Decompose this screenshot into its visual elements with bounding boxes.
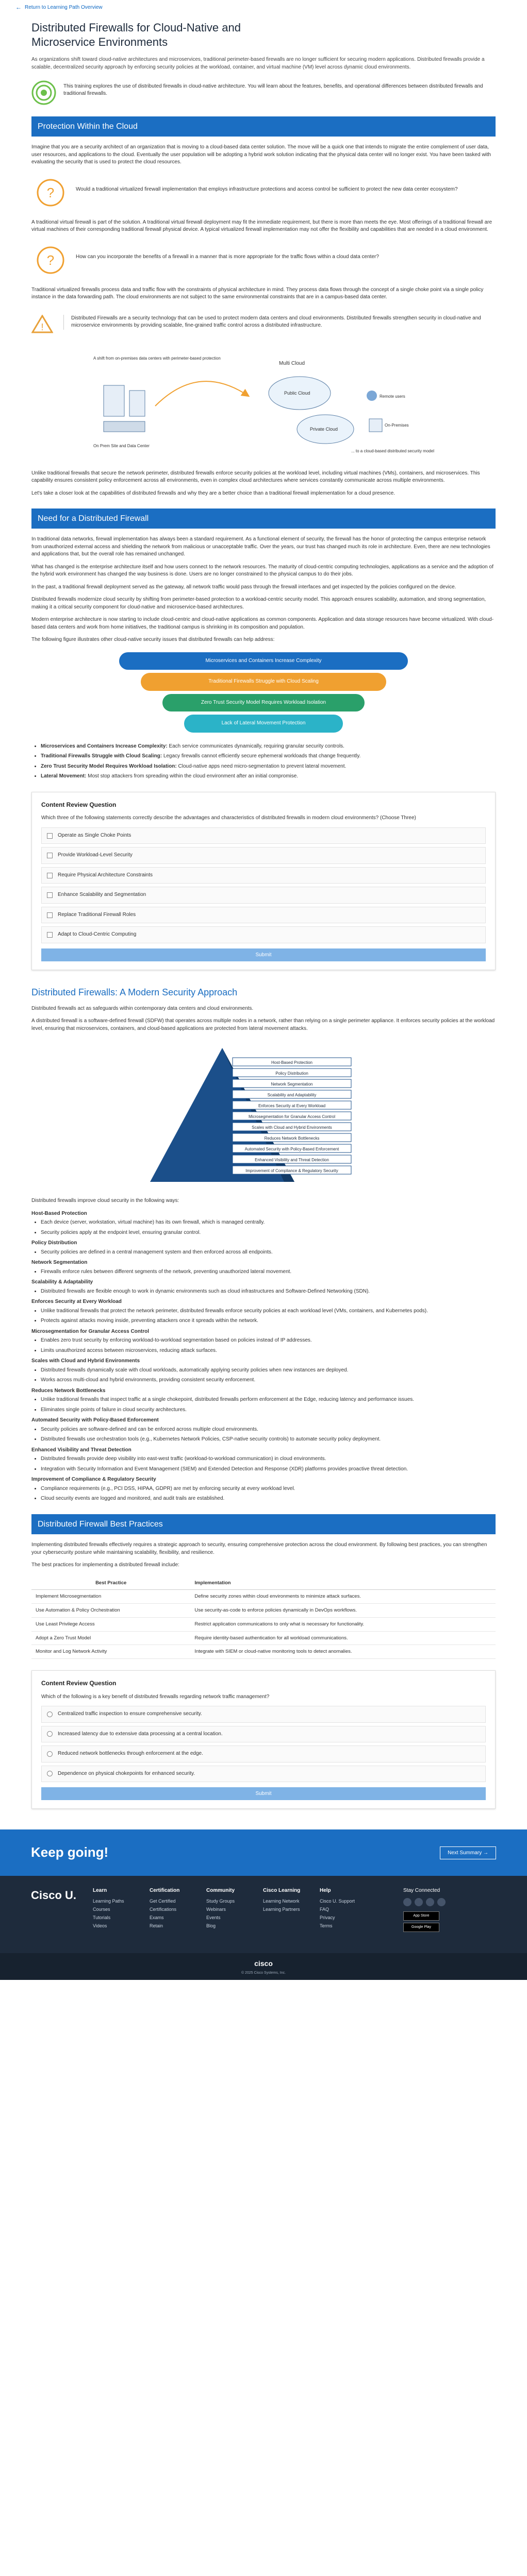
cloud-migration-diagram xyxy=(83,344,444,463)
footer-link[interactable]: Learning Partners xyxy=(263,1906,300,1912)
intro-paragraph: As organizations shift toward cloud-native architectures and microservices, traditional perimeter-based firewalls are no longer sufficient for securing modern applications. Distributed firewalls provide a scalable, decentralized security approach by enforcing security policies at the workload, container, and virtual machine (VM) level across dynamic cloud environments. xyxy=(31,57,485,70)
content xyxy=(31,21,496,1809)
best-practices-table xyxy=(31,1577,496,1659)
s3-p3: Distributed firewalls improve cloud security in the following ways: xyxy=(31,1198,179,1204)
capability-list xyxy=(41,1268,496,1276)
list-item: • Enables zero trust security by enforcing workload-to-workload segmentation based on policies instead of IP addresses. xyxy=(41,1337,496,1345)
list-item: • Firewalls enforce rules between different segments of the network, preventing unauthorized lateral movement. xyxy=(41,1268,496,1276)
linkedin-icon[interactable] xyxy=(426,1898,434,1906)
capability-heading: Reduces Network Bottlenecks xyxy=(31,1387,106,1394)
s1-p2: A traditional virtual firewall is part of the solution. A traditional virtual firewall deployment may fit the immediate requirement, but there is more than meets the eye. Most offerings of a traditional firewall are virtual machines of their corresponding traditional firewall physical device. A typical virtualized firewall implementation may not offer the flexibility and capabilities that are needed in a cloud environment. xyxy=(31,219,492,233)
keep-going-text: Keep going! xyxy=(31,1844,109,1860)
capability-heading: Enforces Security at Every Workload xyxy=(31,1299,122,1305)
stack-item: Lack of Lateral Movement Protection xyxy=(184,715,343,733)
checkbox-option[interactable]: Enhance Scalability and Segmentation xyxy=(41,887,486,904)
checkbox-option[interactable]: Provide Workload-Level Security xyxy=(41,847,486,864)
diagram-on-prem: On-Premises xyxy=(385,422,409,428)
footer-link[interactable]: Retain xyxy=(150,1923,163,1928)
table-cell: Use security-as-code to enforce policies dynamically in DevOps workflows. xyxy=(190,1604,496,1618)
capability-list xyxy=(41,1485,496,1503)
question-row-1 xyxy=(37,179,496,207)
capability-list xyxy=(41,1308,496,1325)
checkbox-option[interactable]: Adapt to Cloud-Centric Computing xyxy=(41,926,486,943)
table-cell: Define security zones within cloud environments to minimize attack surfaces. xyxy=(190,1590,496,1604)
capability-heading: Automated Security with Policy-Based Enforcement xyxy=(31,1417,159,1423)
s1-p1: Imagine that you are a security architect of an organization that is moving to a cloud-based data center solution. The move will be a quick one that intends to migrate the entire complement of user data, user resources, and applications to the cloud. Eventually the user population will be adopting a hybrid work solution indicating that the physical data center will no longer exist. You have been tasked with evaluating the security that is used to protect the cloud resources. xyxy=(31,144,491,165)
capability-heading: Microsegmentation for Granular Access Control xyxy=(31,1328,150,1334)
radio-icon[interactable] xyxy=(47,1711,53,1717)
list-item: • Each device (server, workstation, virtual machine) has its own firewall, which is managed centrally. xyxy=(41,1219,496,1227)
capability-heading: Scalability & Adaptability xyxy=(31,1279,93,1285)
footer-social xyxy=(403,1887,496,1942)
list-item: • Limits unauthorized access between microservices, reducing attack surfaces. xyxy=(41,1347,496,1355)
review-question-2 xyxy=(31,1670,496,1809)
footer-column xyxy=(206,1887,263,1942)
next-summary-button[interactable]: Next Summary → xyxy=(440,1846,496,1859)
footer-column-title: Learn xyxy=(93,1888,107,1894)
footer-column xyxy=(263,1887,320,1942)
capability-heading: Improvement of Compliance & Regulatory Security xyxy=(31,1477,156,1483)
warning-icon xyxy=(31,315,53,333)
table-cell: Monitor and Log Network Activity xyxy=(31,1645,190,1659)
table-row xyxy=(31,1604,496,1618)
footer-column xyxy=(150,1887,206,1942)
s2-p4: Distributed firewalls modernize cloud security by shifting from perimeter-based protection to a workload-centric security model. This approach ensures scalability, automation, and strong segmentation, making it a critical security component for cloud-native and microservice-based architectures. xyxy=(31,597,486,610)
footer-link[interactable]: Events xyxy=(206,1914,221,1920)
list-item: • Lateral Movement: Most stop attackers from spreading within the cloud environment after an initial compromise. xyxy=(41,773,496,781)
issues-stack xyxy=(119,652,408,733)
youtube-icon[interactable] xyxy=(437,1898,446,1906)
s2-p3: In the past, a traditional firewall deployment served as the gateway, all network traffic would pass through the firewall interfaces and get inspected by the policies configured on the device. xyxy=(31,584,456,590)
capability-heading: Host-Based Protection xyxy=(31,1210,87,1216)
list-item: • Distributed firewalls dynamically scale with cloud workloads, automatically applying security policies when new instances are deployed. xyxy=(41,1367,496,1375)
capability-list xyxy=(41,1396,496,1414)
stack-item: Microservices and Containers Increase Complexity xyxy=(119,652,408,670)
pyramid-label: Enhanced Visibility and Threat Detection xyxy=(255,1158,329,1163)
capability-heading: Scales with Cloud and Hybrid Environments xyxy=(31,1358,140,1364)
list-item: • Cloud security events are logged and monitored, and audit trails are established. xyxy=(41,1495,496,1503)
issues-list xyxy=(41,743,496,781)
keep-going-banner xyxy=(0,1829,527,1876)
footer-link[interactable]: Terms xyxy=(320,1923,333,1928)
table-cell: Implement Microsegmentation xyxy=(31,1590,190,1604)
checkbox-icon[interactable] xyxy=(47,873,53,878)
radio-icon[interactable] xyxy=(47,1771,53,1776)
radio-option[interactable]: Dependence on physical chokepoints for enhanced security. xyxy=(41,1766,486,1783)
capability-heading: Enhanced Visibility and Threat Detection xyxy=(31,1447,131,1453)
s1-p4: Unlike traditional firewalls that secure the network perimeter, distributed firewalls enforce security policies at the workload level, including virtual machines (VMs), containers, and microservices. This capability ensures consistent policy enforcement across all environments, even in complex cloud architectures where services constantly communicate across multiple environments. xyxy=(31,470,480,484)
radio-icon[interactable] xyxy=(47,1731,53,1737)
table-cell: Integrate with SIEM or cloud-native monitoring tools to detect anomalies. xyxy=(190,1645,496,1659)
callout-text: Distributed Firewalls are a security technology that can be used to protect modern data centers and cloud environments. Distributed firewalls strengthen security in cloud-native and microservice environments by providing scalable, fine-grained traffic control across a distributed infrastructure. xyxy=(63,315,496,330)
footer-column-title: Community xyxy=(206,1888,235,1894)
pyramid-label: Reduces Network Bottlenecks xyxy=(264,1136,320,1141)
pyramid-label: Automated Security with Policy-Based Enforcement xyxy=(244,1147,339,1152)
checkbox-icon[interactable] xyxy=(47,912,53,918)
list-item: • Distributed firewalls are flexible enough to work in dynamic environments such as cloud infrastructures and Software-Defined Networking (SDN). xyxy=(41,1288,496,1296)
capability-heading: Network Segmentation xyxy=(31,1260,88,1266)
footer-link[interactable]: FAQ xyxy=(320,1906,330,1912)
diagram-remote-users: Remote users xyxy=(380,394,405,399)
list-item: • Distributed firewalls provide deep visibility into east-west traffic (workload-to-workload communication) in cloud environments. xyxy=(41,1455,496,1463)
footer-link[interactable]: Blog xyxy=(206,1923,216,1928)
checkbox-icon[interactable] xyxy=(47,853,53,858)
section-modern-title: Distributed Firewalls: A Modern Security Approach xyxy=(31,987,238,997)
s2-p6: The following figure illustrates other cloud-native security issues that distributed firewalls can help address: xyxy=(31,637,275,643)
footer xyxy=(0,1876,527,1953)
capabilities-pyramid xyxy=(129,1043,398,1187)
back-link[interactable] xyxy=(0,0,527,15)
cisco-logo: cisco xyxy=(254,1959,273,1968)
table-header: Implementation xyxy=(190,1577,496,1590)
list-item: • Works across multi-cloud and hybrid environments, providing consistent security enforcement. xyxy=(41,1377,496,1384)
review-question: Which of the following is a key benefit of distributed firewalls regarding network traffic management? xyxy=(41,1693,270,1700)
footer-link[interactable]: Certifications xyxy=(150,1906,177,1912)
submit-button[interactable]: Submit xyxy=(41,948,486,961)
checkbox-option[interactable]: Require Physical Architecture Constraints xyxy=(41,867,486,884)
svg-text:!: ! xyxy=(41,321,44,332)
footer-link[interactable]: Tutorials xyxy=(93,1914,111,1920)
footer-link[interactable]: Get Certified xyxy=(150,1898,176,1904)
footer-columns xyxy=(93,1887,376,1942)
app-store-button[interactable]: App Store xyxy=(403,1911,439,1921)
info-box xyxy=(31,80,496,105)
diagram-public-cloud: Public Cloud xyxy=(284,390,310,396)
table-row xyxy=(31,1645,496,1659)
list-item: • Zero Trust Security Model Requires Workload Isolation: Cloud-native apps need micro-segmentation to prevent lateral movement. xyxy=(41,763,496,771)
s2-p2: What has changed is the enterprise architecture itself and how users connect to the network resources. The maturity of cloud-centric computing technologies, applications as a service and the adoption of the hybrid work environment has changed the way business is done. Users are no longer constrained to the physical campus to do their jobs. xyxy=(31,564,493,578)
page-title: Distributed Firewalls for Cloud-Native and Microservice Environments xyxy=(31,21,241,48)
list-item: • Microservices and Containers Increase Complexity: Each service communicates dynamically, requiring granular security controls. xyxy=(41,743,496,751)
question-1-text: Would a traditional virtualized firewall implementation that employs infrastructure protections and access control be sufficient to protect the new data center ecosystem? xyxy=(76,187,458,193)
checkbox-icon[interactable] xyxy=(47,892,53,898)
pyramid-label: Scales with Cloud and Hybrid Environments xyxy=(252,1125,332,1130)
table-row xyxy=(31,1590,496,1604)
pyramid-label: Enforces Security at Every Workload xyxy=(258,1104,326,1109)
pyramid-label: Policy Distribution xyxy=(275,1071,308,1076)
pyramid-label: Network Segmentation xyxy=(271,1082,313,1087)
callout xyxy=(31,315,496,335)
list-item: • Unlike traditional firewalls that protect the network perimeter, distributed firewalls enforce security policies at each workload level (VMs, containers, and Kubernetes pods). xyxy=(41,1308,496,1315)
footer-link[interactable]: Exams xyxy=(150,1914,164,1920)
s2-p5: Modern enterprise architecture is now starting to include cloud-centric and cloud-native applications as common components. Application and data storage resources have become virtualized. With cloud-based data centers and work from home initiatives, the traditional campus is shrinking in its composition and population. xyxy=(31,617,494,630)
back-link-label: Return to Learning Path Overview xyxy=(25,4,103,10)
pyramid-label: Microsegmentation for Granular Access Control xyxy=(248,1114,336,1120)
footer-logo: Cisco U. xyxy=(31,1889,77,1902)
s3-p2: A distributed firewall is a software-defined firewall (SDFW) that operates across multiple nodes in a network, rather than relying on a single perimeter appliance. It enforces security policies at the workload level, ensuring that microservices, containers, and cloud-based applications are protected from lateral movement attacks. xyxy=(31,1018,495,1031)
capability-list xyxy=(41,1367,496,1384)
capability-list xyxy=(41,1288,496,1296)
list-item: • Traditional Firewalls Struggle with Cloud Scaling: Legacy firewalls cannot efficiently secure ephemeral workloads that change frequently. xyxy=(41,753,496,760)
list-item: • Unlike traditional firewalls that inspect traffic at a single chokepoint, distributed firewalls perform enforcement at the Edge, reducing latency and performance issues. xyxy=(41,1396,496,1404)
footer-link[interactable]: Study Groups xyxy=(206,1898,235,1904)
footer-link[interactable]: Learning Network xyxy=(263,1898,300,1904)
capability-list xyxy=(41,1455,496,1473)
diagram-onprem-dc: On Prem Site and Data Center xyxy=(93,443,150,448)
bottom-bar xyxy=(0,1953,527,1980)
footer-column xyxy=(93,1887,150,1942)
target-icon xyxy=(31,80,56,105)
footer-link[interactable]: Learning Paths xyxy=(93,1898,124,1904)
list-item: • Security policies are software-defined and can be enforced across multiple cloud environments. xyxy=(41,1426,496,1434)
stay-connected: Stay Connected xyxy=(403,1888,440,1894)
list-item: • Eliminates single points of failure in cloud security architectures. xyxy=(41,1406,496,1414)
review-question-1 xyxy=(31,792,496,970)
review-title: Content Review Question xyxy=(41,801,117,808)
s2-p1: In traditional data networks, firewall implementation has always been a standard requirement. As a functional element of security, the firewall has the honor of protecting the campus enterprise network from unauthorized external access and shielding the network from malicious or unacceptable traffic. Over the years, our trust has changed much its role in architecture. Even, there are new technologies and applications that, but the overall role has remained unchanged. xyxy=(31,536,490,557)
table-cell: Adopt a Zero Trust Model xyxy=(31,1631,190,1645)
submit-button[interactable]: Submit xyxy=(41,1787,486,1800)
checkbox-icon[interactable] xyxy=(47,833,53,839)
copyright: © 2025 Cisco Systems, Inc. xyxy=(241,1971,286,1975)
svg-text:?: ? xyxy=(46,252,55,268)
section-need-title: Need for a Distributed Firewall xyxy=(31,509,496,529)
checkbox-option[interactable]: Operate as Single Choke Points xyxy=(41,827,486,844)
footer-column-title: Help xyxy=(320,1888,331,1894)
list-item: • Security policies are defined in a central management system and then enforced across all endpoints. xyxy=(41,1249,496,1257)
svg-text:?: ? xyxy=(46,184,55,200)
footer-link[interactable]: Webinars xyxy=(206,1906,226,1912)
s1-p5: Let's take a closer look at the capabilities of distributed firewalls and why they are a better choice than a traditional firewall implementation for a cloud presence. xyxy=(31,490,396,496)
diagram-right-note: ... to a cloud-based distributed security model xyxy=(351,448,434,453)
facebook-icon[interactable] xyxy=(403,1898,411,1906)
section-best-practices-title: Distributed Firewall Best Practices xyxy=(31,1514,496,1534)
question-icon xyxy=(37,246,64,274)
diagram-left-note: A shift from on-premises data centers with perimeter-based protection xyxy=(93,355,221,361)
section-protection-title: Protection Within the Cloud xyxy=(31,116,496,137)
diagram-private-cloud: Private Cloud xyxy=(310,426,338,432)
question-row-2 xyxy=(37,246,496,274)
social-icons xyxy=(403,1898,496,1906)
capability-details xyxy=(31,1210,496,1503)
pyramid-label: Host-Based Protection xyxy=(271,1060,313,1065)
s3-p1: Distributed firewalls act as safeguards within contemporary data centers and cloud environments. xyxy=(31,1005,254,1011)
review-question: Which three of the following statements correctly describe the advantages and characteristics of distributed firewalls in modern cloud environments? (Choose Three) xyxy=(41,815,416,821)
footer-link[interactable]: Cisco U. Support xyxy=(320,1898,355,1904)
footer-link[interactable]: Privacy xyxy=(320,1914,335,1920)
capability-list xyxy=(41,1337,496,1354)
arrow-left-icon: ← xyxy=(15,4,22,11)
s1-p3: Traditional virtualized firewalls process data and traffic flow with the constraints of physical architecture in mind. They process data flows through the concept of a single choke point via a single policy instance in the data forwarding path. The cloud environments are not subject to the same environmental constraints that are in a campus-based data center. xyxy=(31,286,484,300)
stack-item: Traditional Firewalls Struggle with Cloud Scaling xyxy=(141,673,386,691)
review-title: Content Review Question xyxy=(41,1680,117,1687)
table-header: Best Practice xyxy=(31,1577,190,1590)
stack-item: Zero Trust Security Model Requires Workload Isolation xyxy=(162,694,365,712)
table-row xyxy=(31,1631,496,1645)
radio-option[interactable]: Centralized traffic inspection to ensure comprehensive security. xyxy=(41,1706,486,1723)
s4-p1: Implementing distributed firewalls effectively requires a strategic approach to security, ensuring comprehensive protection across the cloud environment. By following best practices, you can strengthen your cybersecurity posture while maintaining scalability, flexibility, and resilience. xyxy=(31,1542,487,1555)
info-text: This training explores the use of distributed firewalls in cloud-native architecture. You will learn about the features, benefits, and operational differences between distributed firewalls and traditional firewalls. xyxy=(63,83,483,96)
checkbox-icon[interactable] xyxy=(47,932,53,938)
radio-option[interactable]: Increased latency due to extensive data processing at a central location. xyxy=(41,1726,486,1743)
table-cell: Require identity-based authentication for all workload communications. xyxy=(190,1631,496,1645)
google-play-button[interactable]: Google Play xyxy=(403,1923,439,1932)
list-item: • Compliance requirements (e.g., PCI DSS, HIPAA, GDPR) are met by enforcing security at every workload level. xyxy=(41,1485,496,1493)
footer-column-title: Cisco Learning xyxy=(263,1888,301,1894)
pyramid-label: Scalability and Adaptability xyxy=(267,1093,317,1098)
question-2-text: How can you incorporate the benefits of a firewall in a manner that is more appropriate for the traffic flows within a cloud data center? xyxy=(76,254,379,260)
capability-list xyxy=(41,1219,496,1236)
table-cell: Restrict application communications to only what is necessary for functionality. xyxy=(190,1617,496,1631)
list-item: • Integration with Security Information and Event Management (SIEM) and Extended Detection and Response (XDR) platforms provides proactive threat detection. xyxy=(41,1466,496,1473)
table-cell: Use Automation & Policy Orchestration xyxy=(31,1604,190,1618)
list-item: • Security policies apply at the endpoint level, ensuring granular control. xyxy=(41,1229,496,1237)
radio-option[interactable]: Reduced network bottlenecks through enforcement at the edge. xyxy=(41,1745,486,1762)
footer-column-title: Certification xyxy=(150,1888,180,1894)
capability-heading: Policy Distribution xyxy=(31,1240,77,1246)
list-item: • Distributed firewalls use orchestration tools (e.g., Kubernetes Network Policies, CSP-native security controls) to automate security policy deployment. xyxy=(41,1436,496,1444)
radio-icon[interactable] xyxy=(47,1751,53,1757)
pyramid-label: Improvement of Compliance & Regulatory Security xyxy=(245,1168,338,1174)
footer-column xyxy=(320,1887,376,1942)
diagram-multi-cloud: Multi Cloud xyxy=(279,360,305,366)
footer-link[interactable]: Videos xyxy=(93,1923,107,1928)
footer-link[interactable]: Courses xyxy=(93,1906,110,1912)
list-item: • Protects against attacks moving inside, preventing attackers once it spreads within the network. xyxy=(41,1317,496,1325)
s4-p2: The best practices for implementing a distributed firewall include: xyxy=(31,1562,179,1568)
table-row xyxy=(31,1617,496,1631)
question-icon xyxy=(37,179,64,207)
table-cell: Use Least Privilege Access xyxy=(31,1617,190,1631)
checkbox-option[interactable]: Replace Traditional Firewall Roles xyxy=(41,907,486,924)
capability-list xyxy=(41,1249,496,1257)
twitter-icon[interactable] xyxy=(415,1898,423,1906)
capability-list xyxy=(41,1426,496,1444)
